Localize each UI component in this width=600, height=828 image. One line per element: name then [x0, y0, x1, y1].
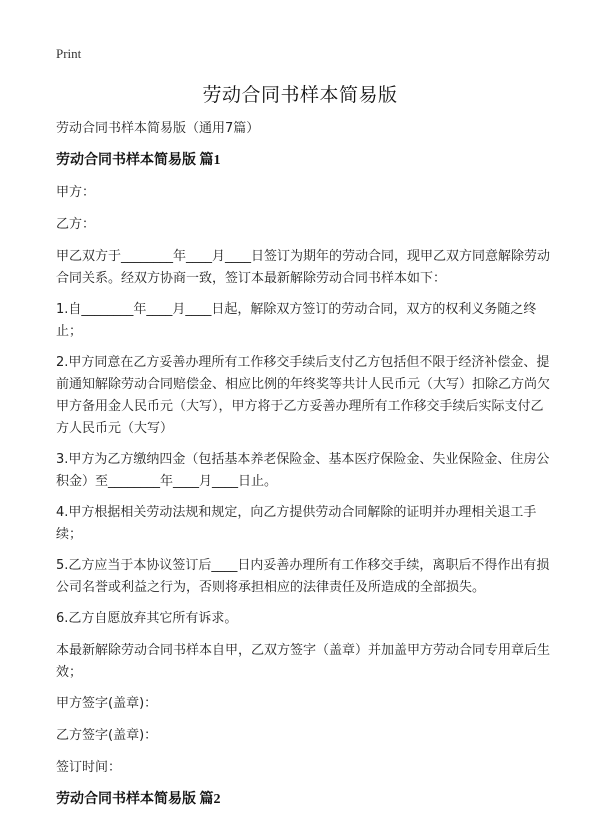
- clause-1: 1.自________年____月____日起，解除双方签订的劳动合同，双方的权利义务随之终止；: [56, 302, 537, 339]
- print-link[interactable]: Print: [56, 46, 82, 61]
- section-heading-2: 劳动合同书样本简易版 篇2: [56, 792, 221, 807]
- clause-6: 6.乙方自愿放弃其它所有诉求。: [56, 611, 238, 626]
- document-body: [56, 118, 550, 821]
- clause-2: 2.甲方同意在乙方妥善办理所有工作移交手续后支付乙方包括但不限于经济补偿金、提前通知解除劳动合同赔偿金、相应比例的年终奖等共计人民币元（大写）扣除乙方尚欠甲方备用金人民币元（大写），甲方将于乙方妥善办理所有工作移交手续后实际支付乙方人民币元（大写）: [56, 355, 551, 436]
- party-a-label: 甲方：: [56, 185, 96, 200]
- document-subtitle: 劳动合同书样本简易版（通用7篇）: [56, 121, 260, 136]
- clause-4: 4.甲方根据相关劳动法规和规定，向乙方提供劳动合同解除的证明并办理相关退工手续；: [56, 505, 537, 542]
- party-a-signature: 甲方签字(盖章)：: [56, 696, 158, 711]
- clause-5: 5.乙方应当于本协议签订后____日内妥善办理所有工作移交手续，离职后不得作出有损公司名誉或利益之行为，否则将承担相应的法律责任及所造成的全部损失。: [56, 558, 550, 595]
- party-b-signature: 乙方签字(盖章)：: [56, 728, 158, 743]
- section-heading-1: 劳动合同书样本简易版 篇1: [56, 153, 221, 168]
- effect-paragraph: 本最新解除劳动合同书样本自甲，乙双方签字（盖章）并加盖甲方劳动合同专用章后生效；: [56, 643, 551, 680]
- party-b-label: 乙方：: [56, 217, 96, 232]
- document-title: 劳动合同书样本简易版: [202, 84, 398, 106]
- signing-date: 签订时间：: [56, 760, 122, 775]
- clause-3: 3.甲方为乙方缴纳四金（包括基本养老保险金、基本医疗保险金、失业保险金、住房公积金）至________年____月____日止。: [56, 452, 550, 489]
- intro-paragraph: 甲乙双方于________年____月____日签订为期年的劳动合同，现甲乙双方同意解除劳动合同关系。经双方协商一致，签订本最新解除劳动合同书样本如下：: [56, 249, 551, 286]
